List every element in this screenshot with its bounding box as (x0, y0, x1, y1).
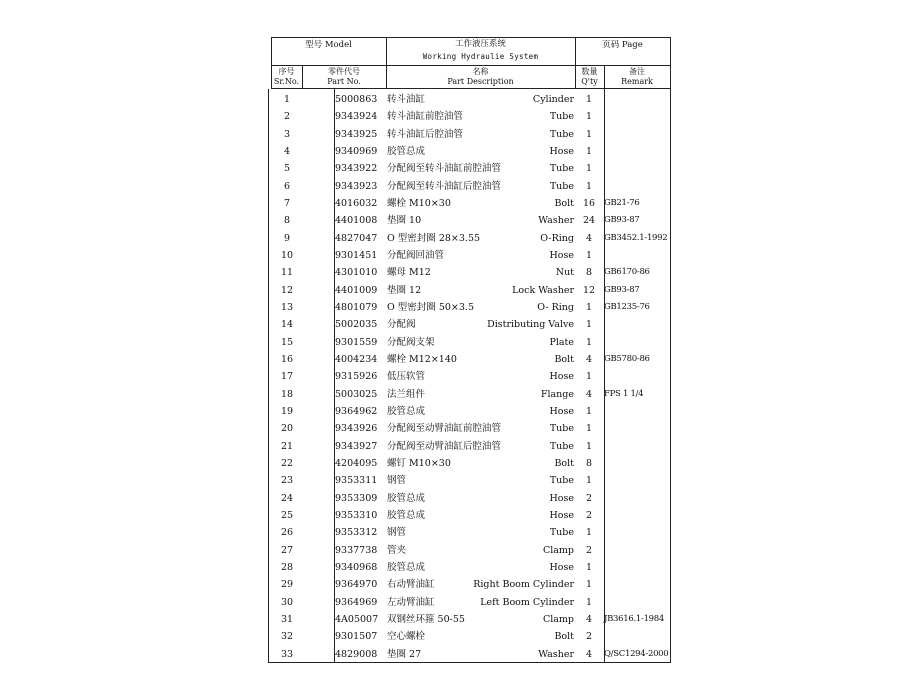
row-number: 21 (280, 440, 294, 452)
row-number: 3 (283, 128, 291, 140)
description-cn: 分配阀至动臂油缸前腔油管 (387, 423, 502, 435)
description-cn: 转斗油缸 (387, 94, 426, 105)
description-cn: 分配阀回油管 (387, 249, 445, 261)
system-title-cn: 工作液压系统 (454, 39, 506, 49)
description-en: Tube (549, 128, 574, 140)
part-number: 9301507 (335, 631, 378, 643)
row-number: 29 (280, 579, 294, 591)
description-cn: 螺栓 M12×140 (387, 353, 457, 365)
description-cn: 胶管总成 (387, 509, 426, 521)
description-cn: 左动臂油缸 (387, 596, 435, 608)
description-en: Tube (549, 527, 574, 539)
description-cn: 低压软管 (387, 371, 426, 383)
quantity: 4 (585, 353, 593, 365)
quantity: 2 (585, 492, 593, 504)
col-desc-en: Part Description (447, 77, 514, 86)
body-remark-divider (604, 89, 605, 663)
description-cn: 螺母 M12 (387, 267, 431, 279)
quantity: 2 (585, 509, 593, 521)
quantity: 1 (585, 527, 593, 539)
quantity: 4 (585, 648, 593, 660)
col-qty-cn: 数量 (581, 67, 598, 76)
page-label: 页码 Page (602, 40, 643, 50)
description-en: Tube (549, 423, 574, 435)
part-number: 9343925 (335, 128, 378, 140)
description-en: Hose (549, 405, 574, 417)
remark: FPS 1 1/4 (604, 388, 644, 399)
part-number: 4A05007 (335, 613, 379, 625)
row-number: 13 (280, 301, 294, 313)
row-number: 8 (283, 215, 291, 227)
row-number: 11 (280, 267, 294, 279)
quantity: 1 (585, 423, 593, 435)
remark: GB3452.1-1992 (604, 232, 668, 243)
description-en: Tube (549, 111, 574, 123)
part-number: 4801079 (335, 301, 378, 313)
part-number: 9343924 (335, 111, 378, 123)
system-title-en: Working Hydraulie System (422, 52, 539, 61)
part-number: 4827047 (335, 232, 378, 244)
col-remark-en: Remark (621, 77, 653, 86)
col-desc-cn: 名称 (472, 67, 489, 76)
remark: Q/SC1294-2000 (604, 648, 669, 659)
description-cn: 胶管总成 (387, 492, 426, 504)
row-number: 2 (283, 111, 291, 123)
row-number: 27 (280, 544, 294, 556)
quantity: 12 (582, 284, 596, 296)
description-cn: 分配阀至转斗油缸后腔油管 (387, 180, 502, 192)
part-number: 5002035 (335, 319, 378, 331)
row-number: 9 (283, 232, 291, 244)
row-number: 17 (280, 371, 294, 383)
description-en: Cylinder (532, 94, 574, 105)
quantity: 1 (585, 440, 593, 452)
remark: GB93-87 (604, 215, 640, 226)
quantity: 1 (585, 180, 593, 192)
part-number: 4401008 (335, 215, 378, 227)
part-number: 9353309 (335, 492, 378, 504)
description-cn: 分配阀至动臂油缸后腔油管 (387, 440, 502, 452)
row-number: 22 (280, 457, 294, 469)
description-en: Clamp (542, 613, 574, 625)
quantity: 1 (585, 336, 593, 348)
description-cn: 垫圈 27 (387, 648, 422, 660)
quantity: 4 (585, 388, 593, 400)
part-number: 9340968 (335, 561, 378, 573)
description-en: O- Ring (537, 301, 574, 313)
description-en: Plate (549, 336, 574, 348)
description-en: Left Boom Cylinder (480, 596, 574, 608)
description-cn: 胶管总成 (387, 561, 426, 573)
description-en: Distributing Valve (487, 319, 574, 331)
part-number: 9343926 (335, 423, 378, 435)
quantity: 4 (585, 232, 593, 244)
description-cn: O 型密封圈 50×3.5 (387, 301, 474, 313)
part-number: 5000863 (335, 94, 378, 105)
quantity: 1 (585, 301, 593, 313)
row-number: 24 (280, 492, 294, 504)
col-no-en: Sr.No. (273, 77, 300, 86)
description-cn: 管夹 (387, 544, 407, 556)
description-en: Bolt (554, 353, 574, 365)
column-header-bottom-border (271, 88, 671, 89)
row-number: 32 (280, 631, 294, 643)
col-qty-en: Q'ty (581, 77, 598, 86)
row-number: 26 (280, 527, 294, 539)
part-number: 4204095 (335, 457, 378, 469)
description-cn: 转斗油缸后腔油管 (387, 128, 464, 140)
part-number: 4016032 (335, 197, 378, 209)
part-number: 4301010 (335, 267, 378, 279)
part-number: 4829008 (335, 648, 378, 660)
row-number: 4 (283, 145, 291, 157)
header-top-border (271, 37, 671, 38)
remark: JB3616.1-1984 (604, 613, 664, 624)
description-en: Tube (549, 180, 574, 192)
description-cn: 垫圈 12 (387, 284, 422, 296)
quantity: 1 (585, 128, 593, 140)
body-left-border (268, 89, 269, 663)
part-number: 9343922 (335, 163, 378, 175)
description-en: Bolt (554, 457, 574, 469)
part-number: 9353311 (335, 475, 378, 487)
row-number: 5 (283, 163, 291, 175)
part-number: 4401009 (335, 284, 378, 296)
row-number: 31 (280, 613, 294, 625)
row-number: 14 (280, 319, 294, 331)
part-number: 4004234 (335, 353, 378, 365)
quantity: 1 (585, 371, 593, 383)
part-number: 9364969 (335, 596, 378, 608)
quantity: 1 (585, 475, 593, 487)
quantity: 1 (585, 561, 593, 573)
part-number: 9301559 (335, 336, 378, 348)
part-number: 9301451 (335, 249, 378, 261)
header-right-border (670, 37, 671, 89)
quantity: 1 (585, 249, 593, 261)
description-cn: 转斗油缸前腔油管 (387, 111, 464, 123)
body-right-border (670, 89, 671, 663)
description-cn: O 型密封圈 28×3.55 (387, 232, 481, 244)
row-number: 25 (280, 509, 294, 521)
remark: GB5780-86 (604, 353, 650, 364)
part-number: 9337738 (335, 544, 378, 556)
quantity: 1 (585, 94, 593, 105)
quantity: 4 (585, 613, 593, 625)
quantity: 1 (585, 596, 593, 608)
description-en: Nut (555, 267, 574, 279)
row-number: 33 (280, 648, 294, 660)
remark: GB93-87 (604, 284, 640, 295)
quantity: 24 (582, 215, 596, 227)
quantity: 1 (585, 319, 593, 331)
part-number: 5003025 (335, 388, 378, 400)
row-number: 1 (283, 94, 291, 105)
row-number: 16 (280, 353, 294, 365)
quantity: 2 (585, 631, 593, 643)
description-cn: 分配阀支架 (387, 336, 435, 348)
description-cn: 胶管总成 (387, 405, 426, 417)
description-cn: 胶管总成 (387, 145, 426, 157)
part-number: 9353310 (335, 509, 378, 521)
description-cn: 分配阀至转斗油缸前腔油管 (387, 163, 502, 175)
row-number: 19 (280, 405, 294, 417)
description-cn: 钢管 (387, 527, 407, 539)
part-number: 9315926 (335, 371, 378, 383)
description-en: Tube (549, 163, 574, 175)
col-part-en: Part No. (327, 77, 361, 86)
description-en: Bolt (554, 631, 574, 643)
row-number: 15 (280, 336, 294, 348)
row-number: 12 (280, 284, 294, 296)
header-divider (271, 65, 671, 66)
quantity: 1 (585, 111, 593, 123)
quantity: 1 (585, 405, 593, 417)
row-number: 23 (280, 475, 294, 487)
description-en: Hose (549, 371, 574, 383)
col-part-cn: 零件代号 (328, 67, 360, 76)
description-en: Tube (549, 475, 574, 487)
row-number: 20 (280, 423, 294, 435)
row-number: 10 (280, 249, 294, 261)
row-number: 30 (280, 596, 294, 608)
quantity: 16 (582, 197, 596, 209)
part-number: 9364970 (335, 579, 378, 591)
description-en: Washer (538, 648, 574, 660)
model-label: 型号 Model (305, 40, 352, 50)
part-number: 9340969 (335, 145, 378, 157)
part-number: 9353312 (335, 527, 378, 539)
description-cn: 空心螺栓 (387, 631, 426, 643)
part-number: 9343927 (335, 440, 378, 452)
quantity: 2 (585, 544, 593, 556)
quantity: 1 (585, 579, 593, 591)
description-cn: 双钢丝环箍 50-55 (387, 613, 465, 625)
description-cn: 钢管 (387, 475, 407, 487)
description-en: O-Ring (540, 232, 574, 244)
row-number: 7 (283, 197, 291, 209)
part-number: 9364962 (335, 405, 378, 417)
quantity: 1 (585, 145, 593, 157)
description-cn: 垫圈 10 (387, 215, 422, 227)
part-number: 9343923 (335, 180, 378, 192)
remark: GB6170-86 (604, 267, 650, 278)
description-cn: 分配阀 (387, 319, 416, 331)
quantity: 1 (585, 163, 593, 175)
description-cn: 法兰组件 (387, 388, 426, 400)
description-en: Hose (549, 145, 574, 157)
row-number: 18 (280, 388, 294, 400)
row-number: 28 (280, 561, 294, 573)
remark: GB1235-76 (604, 301, 650, 312)
description-en: Hose (549, 509, 574, 521)
row-number: 6 (283, 180, 291, 192)
parts-list-sheet (268, 37, 671, 663)
body-bottom-border (268, 662, 671, 663)
col-no-cn: 序号 (278, 67, 295, 76)
description-cn: 右动臂油缸 (387, 579, 435, 591)
description-en: Hose (549, 561, 574, 573)
quantity: 8 (585, 457, 593, 469)
description-cn: 螺钉 M10×30 (387, 457, 451, 469)
description-en: Lock Washer (512, 284, 574, 296)
description-cn: 螺栓 M10×30 (387, 197, 451, 209)
description-en: Tube (549, 440, 574, 452)
col-remark-cn: 备注 (629, 67, 645, 76)
remark: GB21-76 (604, 197, 640, 208)
description-en: Bolt (554, 197, 574, 209)
description-en: Hose (549, 249, 574, 261)
description-en: Hose (549, 492, 574, 504)
description-en: Washer (538, 215, 574, 227)
description-en: Right Boom Cylinder (473, 579, 574, 591)
description-en: Clamp (542, 544, 574, 556)
description-en: Flange (540, 388, 574, 400)
quantity: 8 (585, 267, 593, 279)
